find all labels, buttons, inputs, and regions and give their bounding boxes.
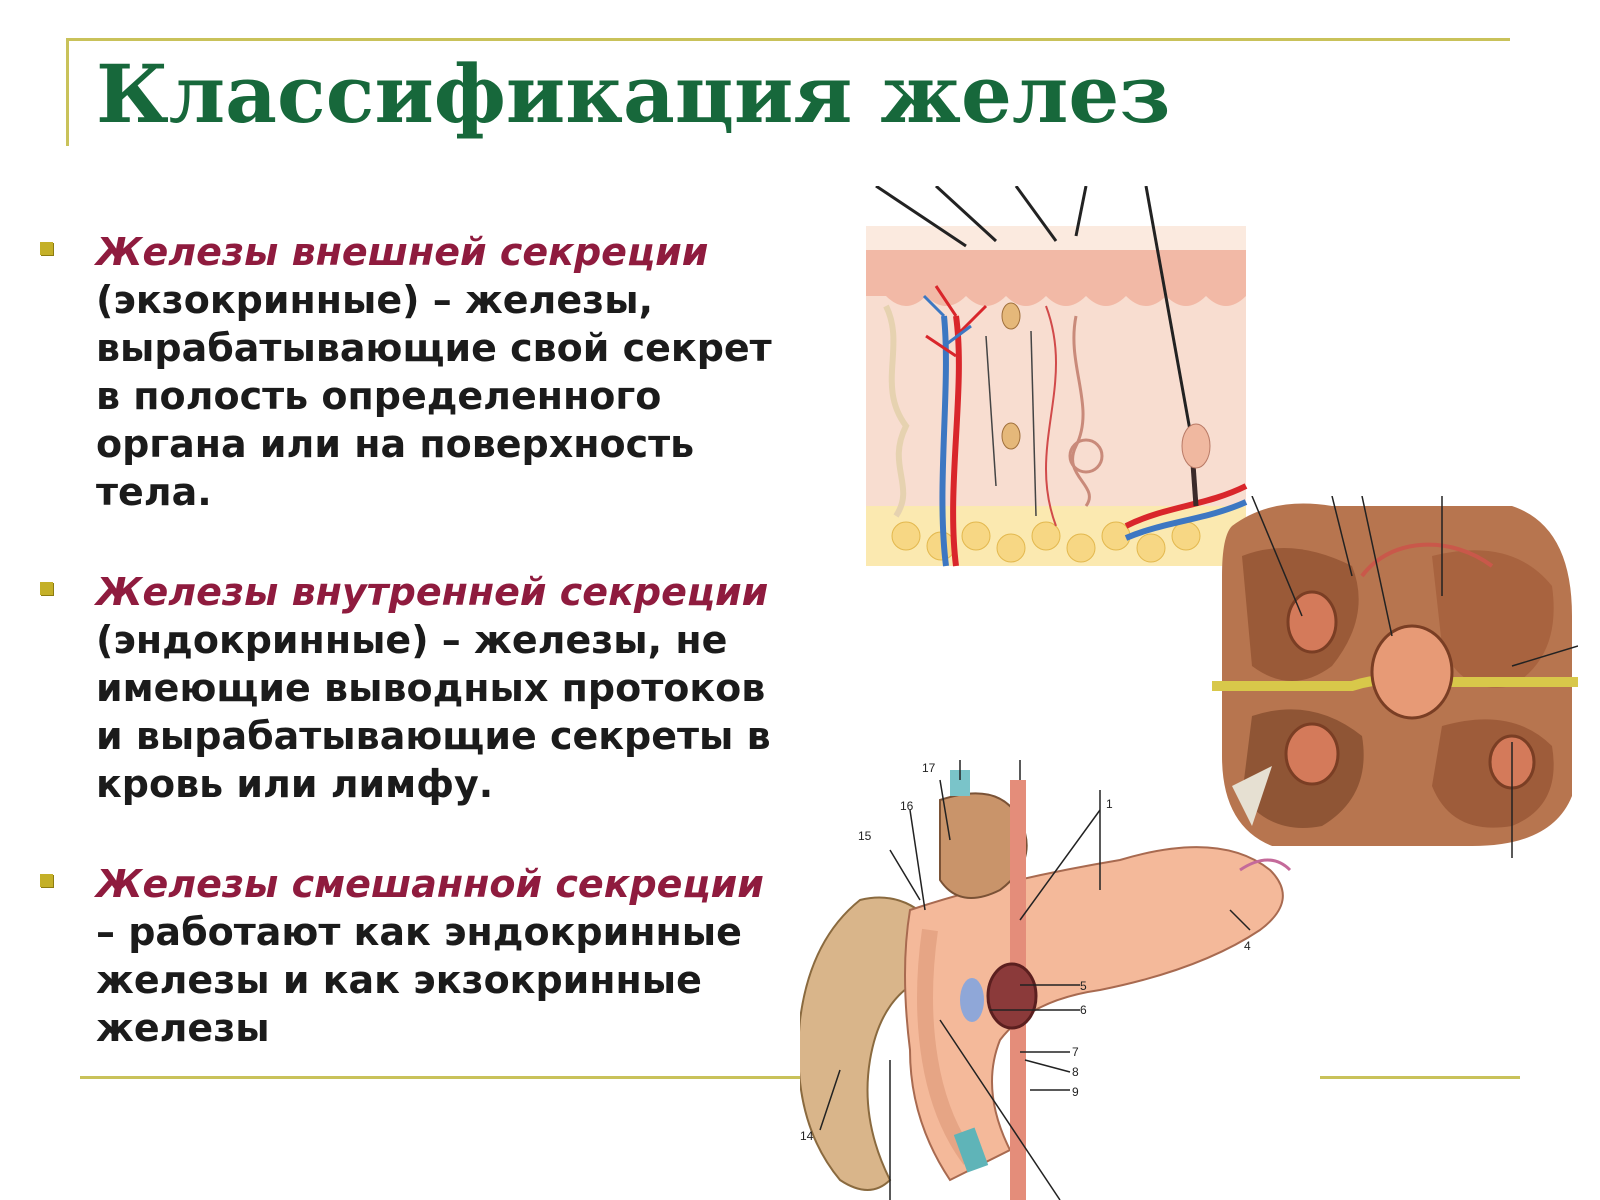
definition-exocrine: (экзокринные) – железы, вырабатывающие свой секрет в полость определенного органа или на поверхность тела.	[96, 278, 772, 514]
pancreas-label: 6	[1080, 1003, 1087, 1017]
definition-mixed: – работают как эндокринные железы и как экзокринные железы	[96, 910, 742, 1050]
definition-endocrine: (эндокринные) – железы, не имеющие выводных протоков и вырабатывающие секреты в кровь или лимфу.	[96, 618, 771, 806]
pancreas-label: 16	[900, 799, 914, 813]
bullet-square-icon	[40, 582, 53, 595]
pancreas-label: 15	[858, 829, 872, 843]
pancreas-label: 17	[922, 761, 936, 775]
bullet-text	[96, 228, 776, 516]
bullet-square-icon	[40, 242, 53, 255]
pancreas-label: 7	[1072, 1045, 1079, 1059]
bullet-exocrine	[36, 228, 776, 516]
pancreas-label: 4	[1244, 939, 1251, 953]
left-rule	[66, 38, 69, 146]
term-mixed: Железы смешанной секреции	[96, 862, 764, 906]
slide-title: Классификация желез	[96, 47, 1171, 141]
pancreas-label: 5	[1080, 979, 1087, 993]
bullet-list	[36, 228, 776, 1104]
bullet-mixed	[36, 860, 776, 1052]
bottom-rule-right	[1320, 1076, 1520, 1079]
pancreas-label: 1	[1106, 797, 1113, 811]
bullet-text	[96, 568, 776, 808]
bullet-text	[96, 860, 776, 1052]
top-rule	[66, 38, 1510, 41]
pancreas-label: 9	[1072, 1085, 1079, 1099]
pancreas-label: 8	[1072, 1065, 1079, 1079]
bullet-endocrine	[36, 568, 776, 808]
bullet-square-icon	[40, 874, 53, 887]
pancreas-label: 14	[800, 1129, 814, 1143]
pancreas-illustration	[800, 760, 1320, 1200]
term-endocrine: Железы внутренней секреции	[96, 570, 769, 614]
term-exocrine: Железы внешней секреции	[96, 230, 709, 274]
